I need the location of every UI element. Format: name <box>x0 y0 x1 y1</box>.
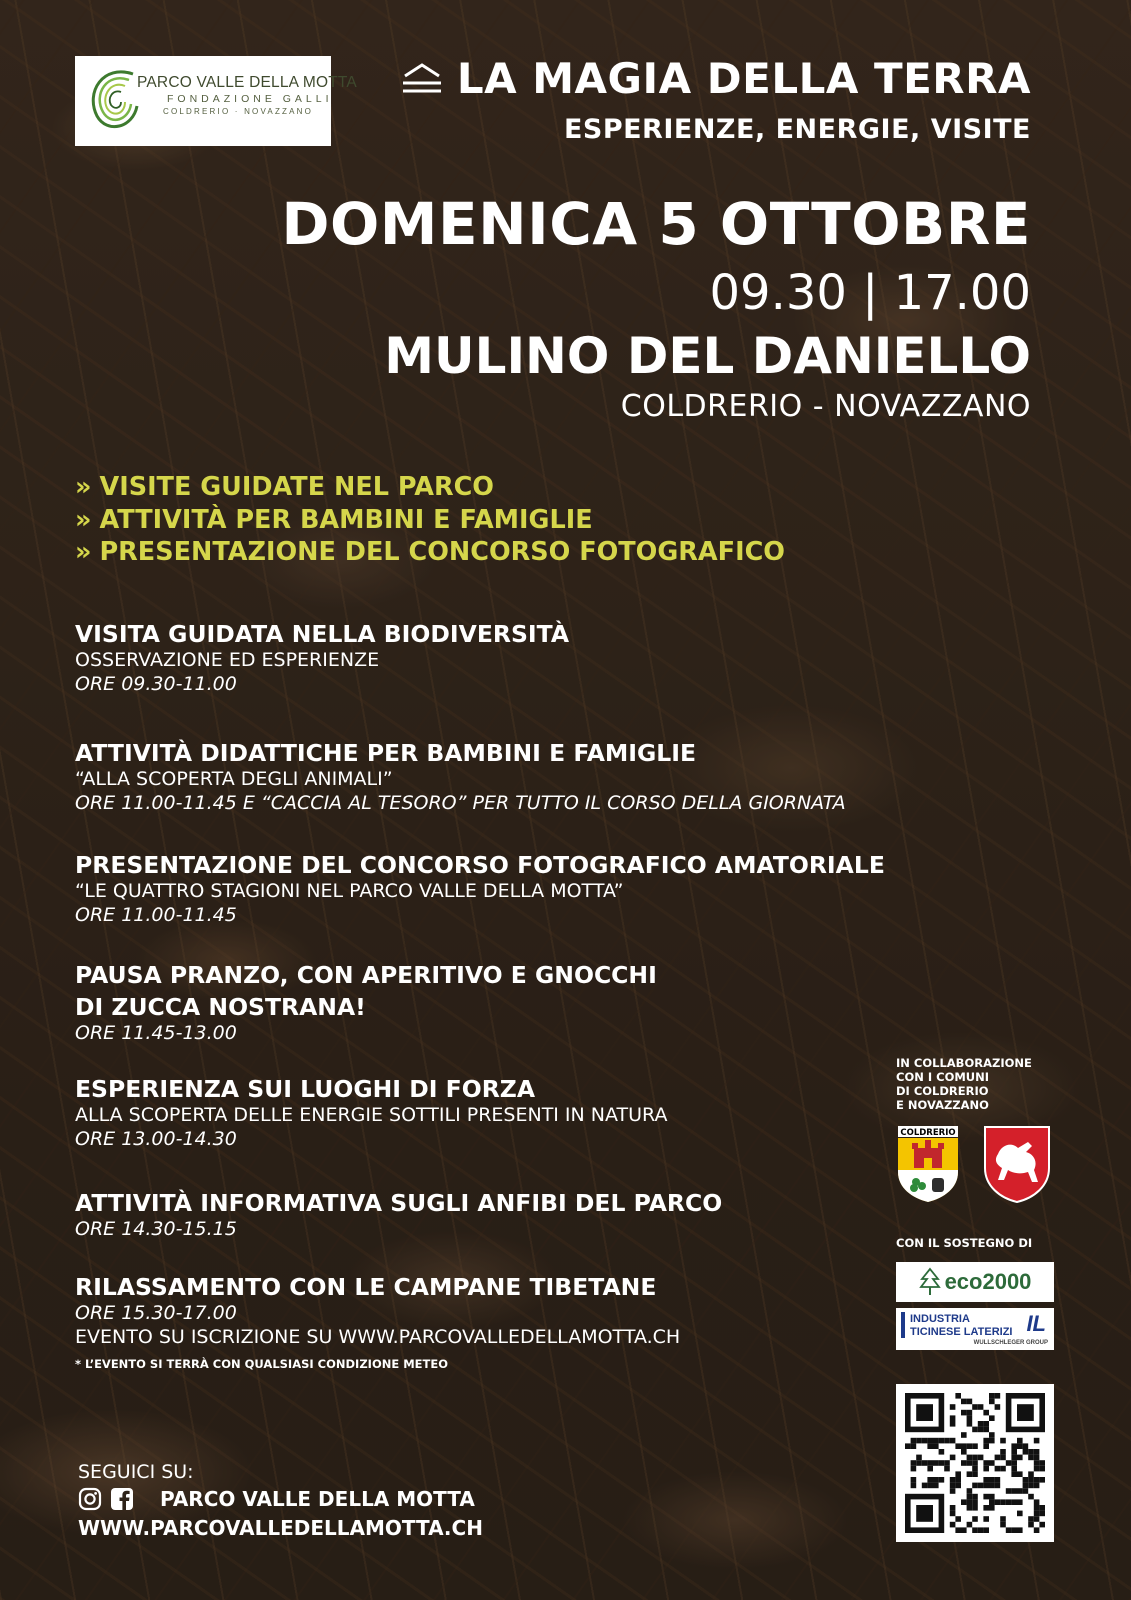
support-label: CON IL SOSTEGNO DI <box>896 1236 1033 1250</box>
collaboration-note: IN COLLABORAZIONE CON I COMUNI DI COLDRERIO E NOVAZZANO <box>896 1056 1032 1112</box>
coldrerio-crest-icon <box>896 1124 960 1204</box>
eco2000-logo: eco2000 <box>896 1262 1054 1302</box>
qr-code[interactable] <box>896 1384 1054 1542</box>
program-item-kids-activities: ATTIVITÀ DIDATTICHE PER BAMBINI E FAMIGLIE “ALLA SCOPERTA DEGLI ANIMALI” ORE 11.00-11.45 E “CACCIA AL TESORO” PER TUTTO IL CORSO DELLA GIORNATA <box>75 739 846 814</box>
program-item-biodiversity: VISITA GUIDATA NELLA BIODIVERSITÀ OSSERVAZIONE ED ESPERIENZE ORE 09.30-11.00 <box>75 620 570 695</box>
follow-section <box>78 1460 483 1542</box>
swirl-logo-icon <box>83 62 141 140</box>
tree-icon <box>919 1267 941 1297</box>
instagram-icon[interactable] <box>78 1487 102 1511</box>
event-city: COLDRERIO - NOVAZZANO <box>620 389 1031 424</box>
highlights-list <box>75 471 785 569</box>
program-item-amphibians: ATTIVITÀ INFORMATIVA SUGLI ANFIBI DEL PARCO ORE 14.30-15.15 <box>75 1189 723 1240</box>
novazzano-crest-icon <box>982 1124 1052 1204</box>
logo-foundation: FONDAZIONE GALLI <box>167 93 333 105</box>
event-time: 09.30 | 17.00 <box>709 265 1031 321</box>
chevron-right-icon: » <box>75 472 92 502</box>
svg-text:COLDRERIO: COLDRERIO <box>900 1128 956 1138</box>
program-item-photo-contest: PRESENTAZIONE DEL CONCORSO FOTOGRAFICO AMATORIALE “LE QUATTRO STAGIONI NEL PARCO VALLE DELLA MOTTA” ORE 11.00-11.45 <box>75 851 885 926</box>
highlight-item: » VISITE GUIDATE NEL PARCO <box>75 472 494 502</box>
earth-layers-icon <box>401 62 443 96</box>
logo-name: PARCO VALLE DELLA MOTTA <box>137 74 357 91</box>
highlight-item: » ATTIVITÀ PER BAMBINI E FAMIGLIE <box>75 504 593 535</box>
event-date: DOMENICA 5 OTTOBRE <box>281 190 1031 258</box>
event-title: LA MAGIA DELLA TERRA <box>456 54 1031 103</box>
social-handle[interactable]: PARCO VALLE DELLA MOTTA <box>160 1487 475 1511</box>
website-link[interactable]: WWW.PARCOVALLEDELLAMOTTA.CH <box>78 1516 483 1540</box>
highlight-item: » PRESENTAZIONE DEL CONCORSO FOTOGRAFICO <box>75 537 785 567</box>
weather-note: * L’EVENTO SI TERRÀ CON QUALSIASI CONDIZIONE METEO <box>75 1357 448 1371</box>
event-place: MULINO DEL DANIELLO <box>384 327 1031 385</box>
itl-logo: INDUSTRIA TICINESE LATERIZI IL WULLSCHLEGER GROUP <box>896 1308 1054 1350</box>
chevron-right-icon: » <box>75 537 92 567</box>
social-row <box>78 1484 483 1514</box>
chevron-right-icon: » <box>75 504 92 535</box>
facebook-icon[interactable] <box>110 1487 134 1511</box>
park-logo <box>75 56 357 146</box>
logo-towns: COLDRERIO · NOVAZZANO <box>163 107 314 116</box>
program-item-places-of-power: ESPERIENZA SUI LUOGHI DI FORZA ALLA SCOPERTA DELLE ENERGIE SOTTILI PRESENTI IN NATURA ORE 13.00-14.30 <box>75 1075 668 1150</box>
program-item-tibetan-bowls: RILASSAMENTO CON LE CAMPANE TIBETANE ORE 15.30-17.00 EVENTO SU ISCRIZIONE SU WWW.PARCOVALLEDELLAMOTTA.CH <box>75 1273 681 1348</box>
follow-label: SEGUICI SU: <box>78 1461 194 1483</box>
program-item-lunch: PAUSA PRANZO, CON APERITIVO E GNOCCHI DI ZUCCA NOSTRANA! ORE 11.45-13.00 <box>75 961 657 1044</box>
event-subtitle: ESPERIENZE, ENERGIE, VISITE <box>563 114 1031 145</box>
title-row <box>401 54 1031 103</box>
